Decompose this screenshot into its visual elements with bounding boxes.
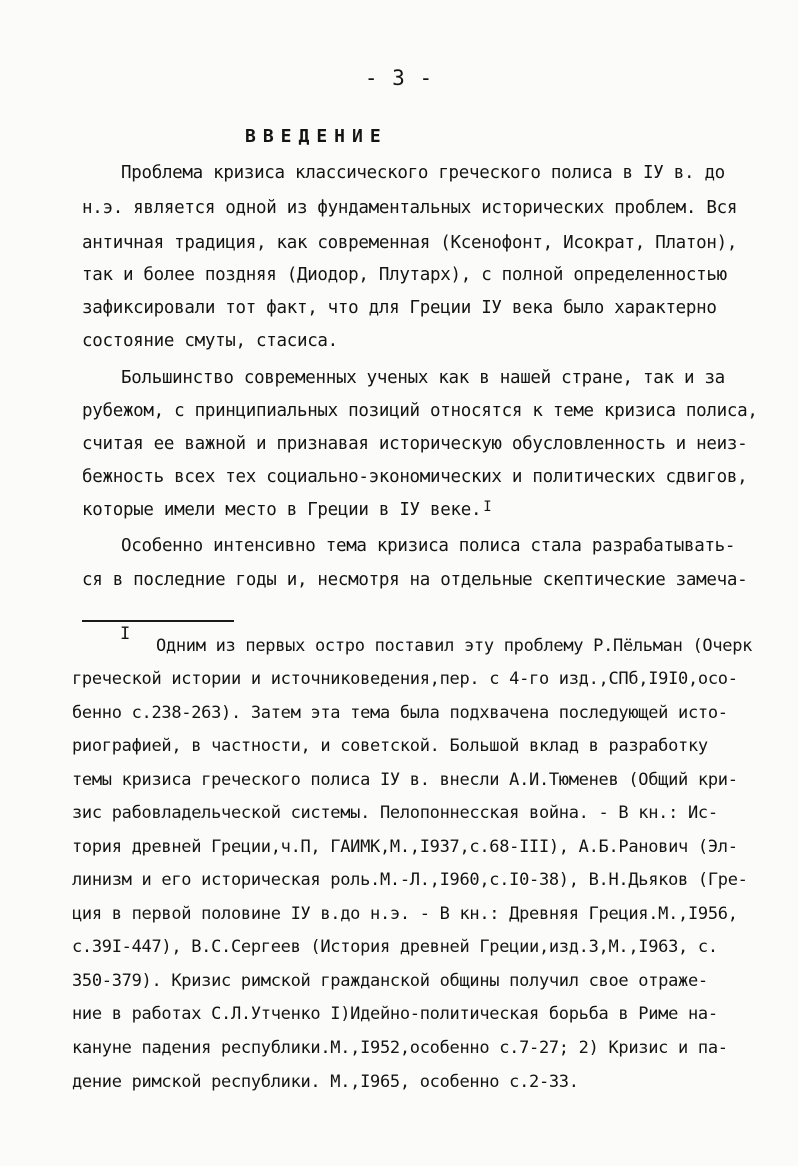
footnote-mark: I xyxy=(120,624,131,644)
footnote-line: зис рабовладельческой системы. Пелопоннесская война. - В кн.: Ис- xyxy=(72,803,718,823)
body-line: античная традиция, как современная (Ксенофонт, Исократ, Платон), xyxy=(82,233,738,253)
footnote-line: 350-379). Кризис римской гражданской общины получил свое отраже- xyxy=(72,971,708,991)
footnote-line: ние в работах С.Л.Утченко I)Идейно-политическая борьба в Риме на- xyxy=(72,1004,718,1024)
body-line: бежность всех тех социально-экономических и политических сдвигов, xyxy=(82,467,748,487)
footnote-line: риографией, в частности, и советской. Большой вклад в разработку xyxy=(72,736,708,756)
body-line: Большинство современных ученых как в нашей стране, так и за xyxy=(121,368,725,388)
footnote-line: линизм и его историческая роль.М.-Л.,I960,с.I0-38), В.Н.Дьяков (Гре- xyxy=(72,870,748,890)
body-line-with-footnote xyxy=(82,500,491,520)
footnote-reference: I xyxy=(483,499,492,515)
section-heading: ВВЕДЕНИЕ xyxy=(245,126,388,147)
body-line: так и более поздняя (Диодор, Плутарх), с полной определенностью xyxy=(82,265,727,285)
footnote-line: дение римской республики. М.,I965, особенно с.2-33. xyxy=(72,1072,579,1092)
footnote-line: кануне падения республики.М.,I952,особенно с.7-27; 2) Кризис и па- xyxy=(72,1038,728,1058)
body-line: н.э. является одной из фундаментальных исторических проблем. Вся xyxy=(82,198,738,218)
body-line: считая ее важной и признавая историческую обусловленность и неиз- xyxy=(82,434,748,454)
footnote-line: с.39I-447), В.С.Сергеев (История древней Греции,изд.3,М.,I963, с. xyxy=(72,937,718,957)
page-number: - 3 - xyxy=(364,66,434,90)
body-line-text: которые имели место в Греции в IУ веке. xyxy=(82,500,482,520)
body-line: Особенно интенсивно тема кризиса полиса стала разрабатывать- xyxy=(121,536,736,556)
footnote-separator xyxy=(82,620,234,622)
footnote-line: Одним из первых остро поставил эту проблему Р.Пёльман (Очерк xyxy=(156,636,753,656)
body-line: Проблема кризиса классического греческого полиса в IУ в. до xyxy=(121,163,725,183)
body-line: ся в последние годы и, несмотря на отдельные скептические замеча- xyxy=(82,570,748,590)
footnote-line: бенно с.238-263). Затем эта тема была подхвачена последующей исто- xyxy=(72,703,728,723)
footnote-line: тория древней Греции,ч.П, ГАИМК,М.,I937,с.68-III), А.Б.Ранович (Эл- xyxy=(72,837,738,857)
body-line: состояние смуты, стасиса. xyxy=(82,331,338,351)
footnote-line: темы кризиса греческого полиса IУ в. внесли А.И.Тюменев (Общий кри- xyxy=(72,770,738,790)
body-line: рубежом, с принципиальных позиций относятся к теме кризиса полиса, xyxy=(82,401,758,421)
footnote-line: ция в первой половине IУ в.до н.э. - В кн.: Древняя Греция.М.,I956, xyxy=(72,904,738,924)
footnote-line: греческой истории и источниковедения,пер. с 4-го изд.,СПб,I9I0,осо- xyxy=(72,669,738,689)
body-line: зафиксировали тот факт, что для Греции IУ века было характерно xyxy=(82,298,717,318)
